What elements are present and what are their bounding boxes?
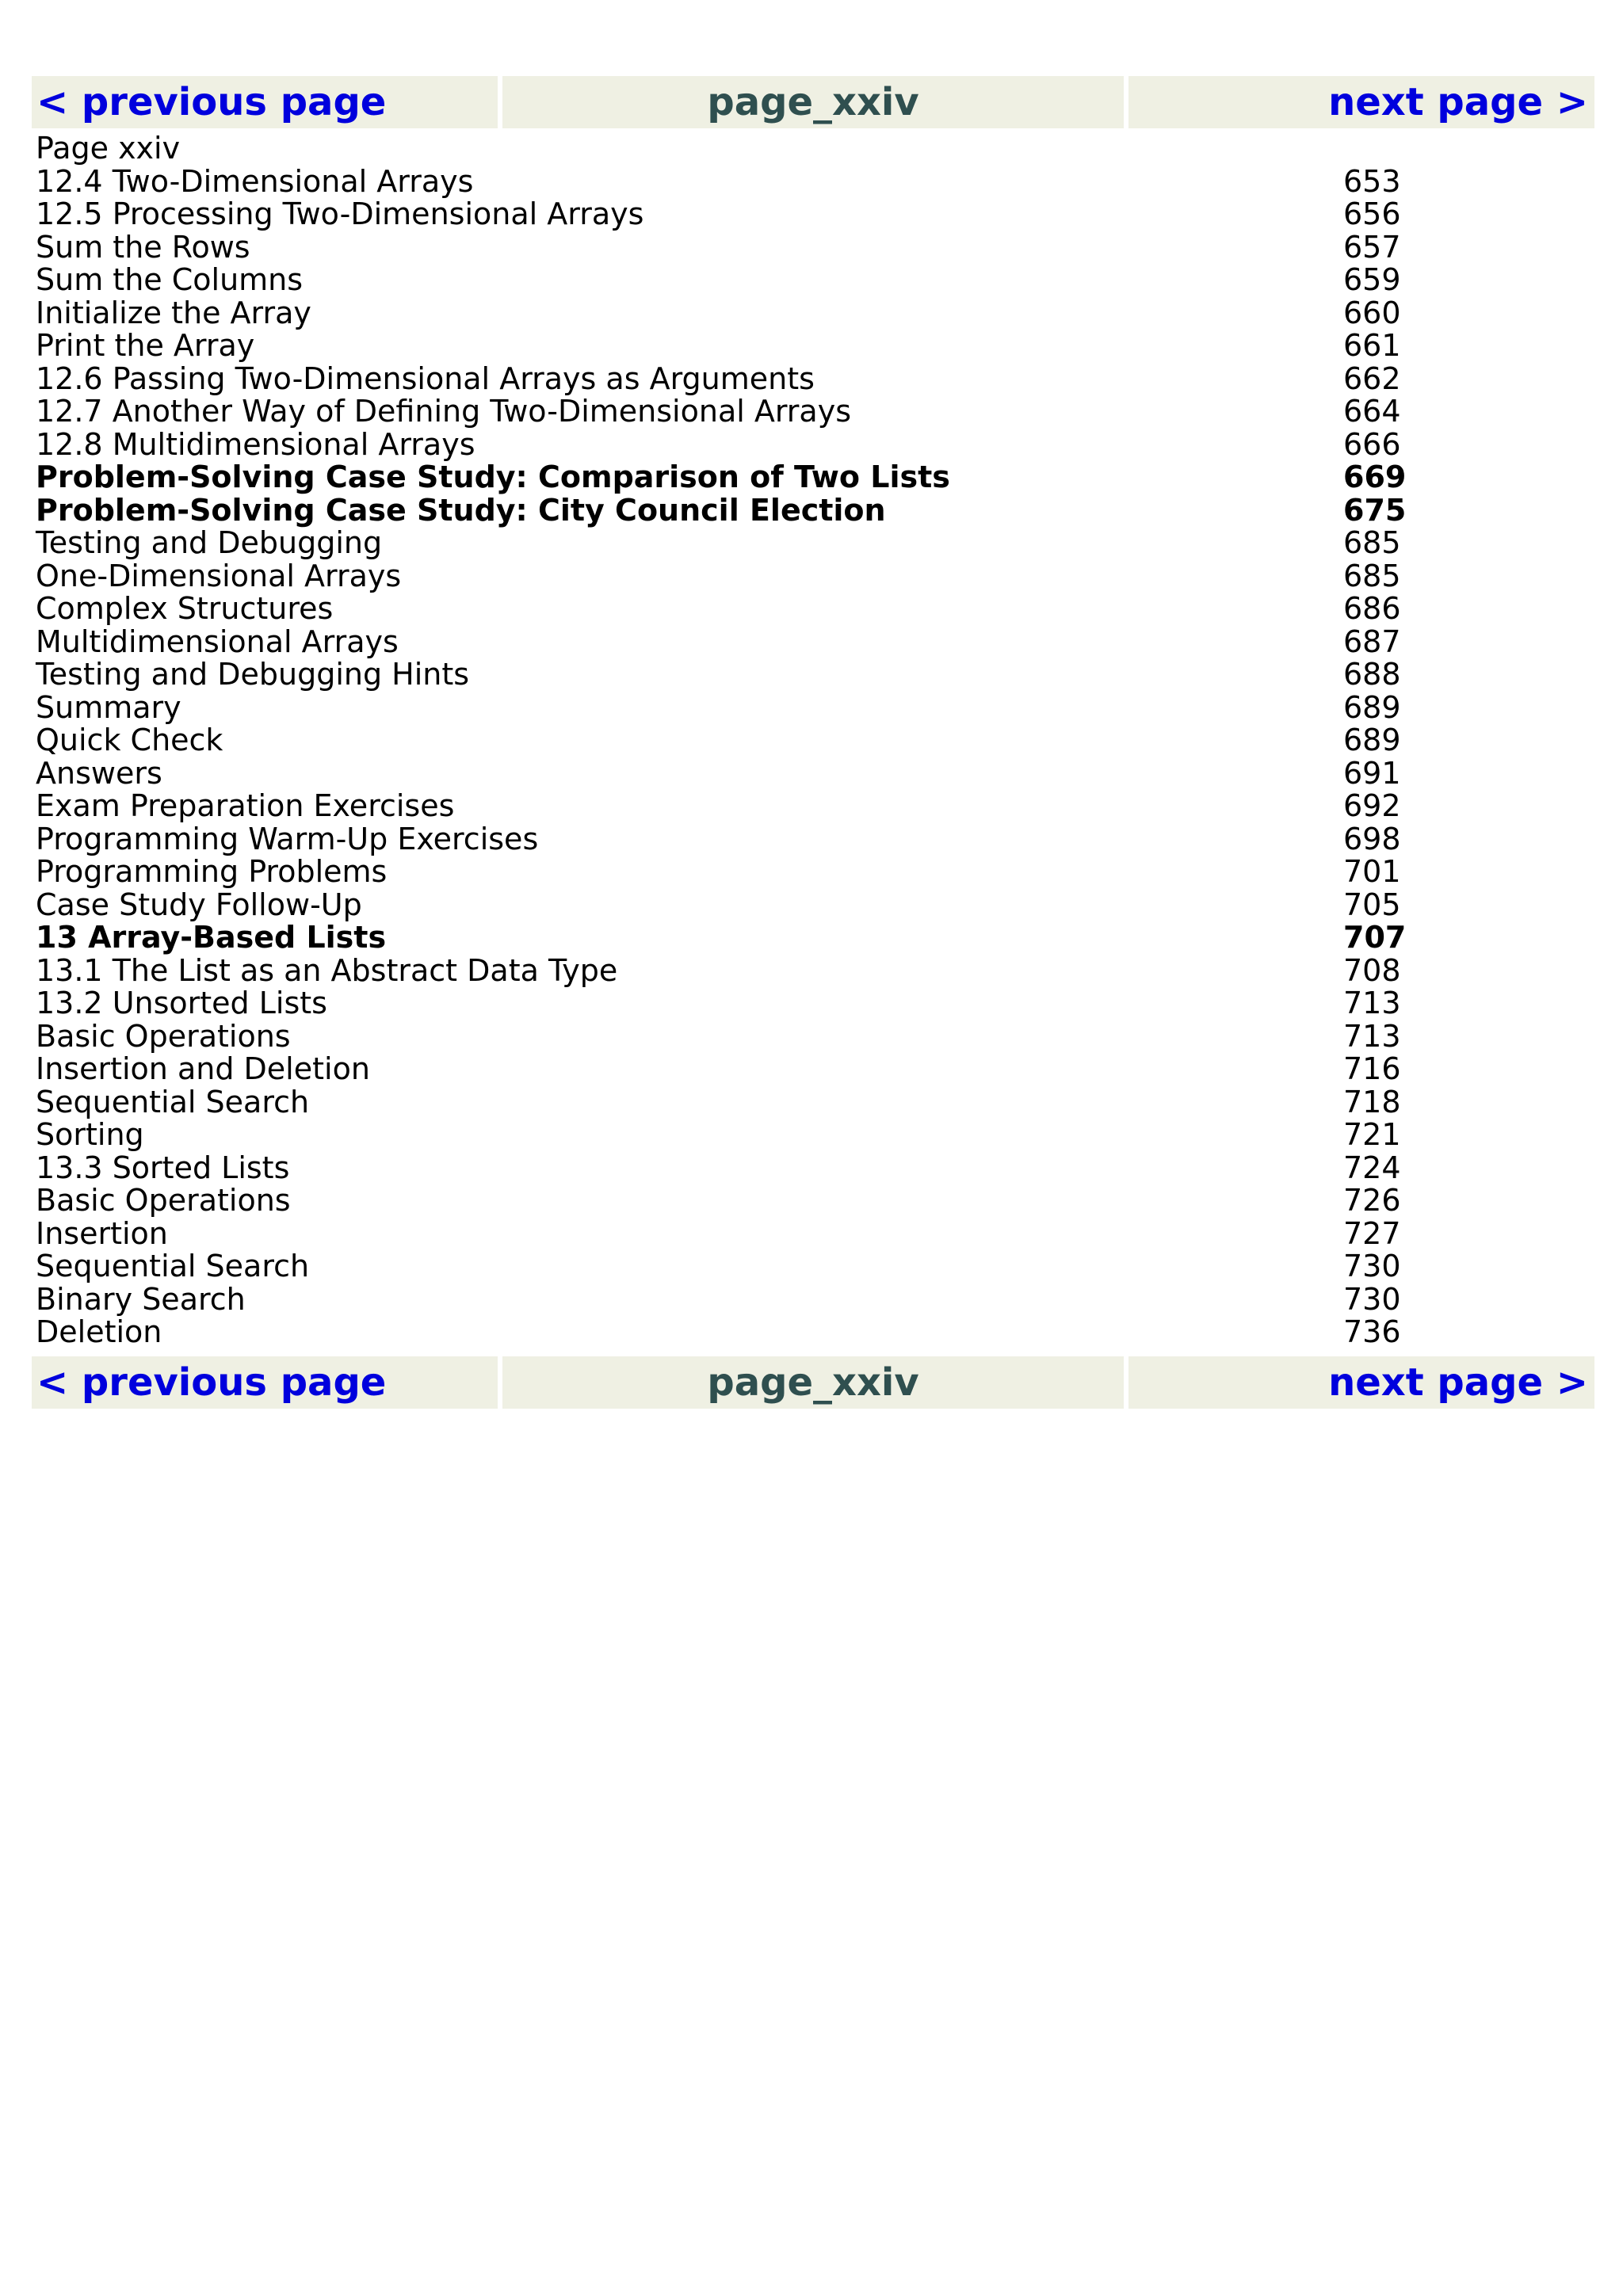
toc-entry-page-number: 716 — [1343, 1051, 1401, 1086]
toc-entry — [36, 1150, 1401, 1185]
toc-entry-page-number: 713 — [1343, 986, 1401, 1020]
toc-entry-title: 13.3 Sorted Lists — [36, 1150, 290, 1185]
toc-entry — [36, 1249, 1401, 1283]
previous-page-link[interactable]: < previous page — [32, 76, 498, 128]
toc-entry-title: 13.2 Unsorted Lists — [36, 986, 327, 1020]
toc-entry — [36, 689, 1401, 725]
toc-entry-title: 12.8 Multidimensional Arrays — [36, 426, 475, 462]
toc-entry — [36, 986, 1401, 1020]
toc-entry-page-number: 661 — [1343, 328, 1401, 363]
toc-entry-page-number: 664 — [1343, 394, 1401, 429]
next-page-link[interactable]: next page > — [1128, 76, 1594, 128]
toc-entry-title: 12.7 Another Way of Defining Two-Dimensional Arrays — [36, 394, 852, 429]
toc-entry — [36, 525, 1401, 560]
toc-entry-title: Sequential Search — [36, 1249, 310, 1283]
toc-entry-page-number: 708 — [1343, 952, 1401, 988]
toc-entry-page-number: 718 — [1343, 1084, 1401, 1119]
toc-entry — [36, 394, 1401, 429]
toc-entry-title: Sum the Columns — [36, 262, 304, 297]
toc-entry — [36, 887, 1401, 922]
toc-entry-title: Deletion — [36, 1314, 162, 1349]
toc-entry-title: Print the Array — [36, 328, 255, 363]
toc-entry — [36, 1117, 1401, 1152]
toc-entry-page-number: 685 — [1343, 525, 1401, 560]
toc-entry-page-number: 657 — [1343, 229, 1401, 265]
toc-entry-title: Case Study Follow-Up — [36, 887, 362, 922]
toc-entry-title: Answers — [36, 755, 162, 791]
toc-entry — [36, 952, 1401, 988]
page-label: page_xxiv — [502, 1356, 1124, 1409]
toc-entry-page-number: 707 — [1343, 920, 1407, 955]
toc-entry-page-number: 656 — [1343, 196, 1401, 231]
previous-page-link[interactable]: < previous page — [32, 1356, 498, 1409]
toc-entry-page-number: 691 — [1343, 755, 1401, 791]
toc-entry-title: Programming Warm-Up Exercises — [36, 821, 539, 856]
toc-entry-title: Sum the Rows — [36, 229, 250, 265]
toc-entry-title: 13.1 The List as an Abstract Data Type — [36, 952, 618, 988]
toc-entry — [36, 788, 1401, 823]
toc-entry — [36, 163, 1401, 199]
toc-entry — [36, 360, 1401, 396]
toc-entry-page-number: 705 — [1343, 887, 1401, 922]
page-label: page_xxiv — [502, 76, 1124, 128]
bottom-navigation-bar — [32, 1356, 1594, 1409]
toc-entry — [36, 262, 1401, 297]
toc-entry-page-number: 736 — [1343, 1314, 1401, 1349]
toc-entry-page-number: 713 — [1343, 1018, 1401, 1054]
toc-entry — [36, 328, 1401, 363]
toc-entry-title: Multidimensional Arrays — [36, 624, 399, 659]
toc-entry-page-number: 688 — [1343, 657, 1401, 692]
toc-entry-title: One-Dimensional Arrays — [36, 558, 402, 593]
toc-entry — [36, 920, 1407, 955]
toc-entry-title: 12.4 Two-Dimensional Arrays — [36, 163, 474, 199]
toc-entry-page-number: 726 — [1343, 1183, 1401, 1218]
toc-entry-title: Summary — [36, 689, 181, 725]
toc-entry-title: Initialize the Array — [36, 295, 311, 330]
toc-entry — [36, 1215, 1401, 1251]
toc-entry-page-number: 687 — [1343, 624, 1401, 659]
toc-entry-page-number: 686 — [1343, 591, 1401, 626]
toc-entry-title: Basic Operations — [36, 1183, 291, 1218]
toc-entry-page-number: 659 — [1343, 262, 1401, 297]
toc-entry — [36, 460, 1407, 494]
toc-entry-page-number: 724 — [1343, 1150, 1401, 1185]
toc-entry-page-number: 689 — [1343, 723, 1401, 757]
toc-entry-title: Problem-Solving Case Study: City Council Election — [36, 492, 886, 528]
toc-entry-title: Sequential Search — [36, 1084, 310, 1119]
toc-entry-title: Testing and Debugging — [36, 525, 383, 560]
toc-entry-title: Exam Preparation Exercises — [36, 788, 455, 823]
toc-entry — [36, 755, 1401, 791]
page-heading: Page xxiv — [36, 131, 181, 166]
toc-entry — [36, 492, 1407, 528]
toc-entry — [36, 854, 1401, 889]
toc-entry — [36, 196, 1401, 231]
toc-entry — [36, 1018, 1401, 1054]
toc-entry — [36, 624, 1401, 659]
toc-entry-title: 12.5 Processing Two-Dimensional Arrays — [36, 196, 644, 231]
toc-entry — [36, 1314, 1401, 1349]
toc-entry-title: Complex Structures — [36, 591, 334, 626]
top-navigation-bar — [32, 76, 1594, 128]
toc-entry-page-number: 662 — [1343, 360, 1401, 396]
toc-entry — [36, 558, 1401, 593]
toc-entry-page-number: 666 — [1343, 426, 1401, 462]
toc-entry-page-number: 685 — [1343, 558, 1401, 593]
toc-entry-title: Insertion and Deletion — [36, 1051, 370, 1086]
next-page-link[interactable]: next page > — [1128, 1356, 1594, 1409]
toc-entry-page-number: 721 — [1343, 1117, 1401, 1152]
toc-entry-title: Basic Operations — [36, 1018, 291, 1054]
toc-entry-page-number: 689 — [1343, 689, 1401, 725]
toc-entry-page-number: 701 — [1343, 854, 1401, 889]
toc-entry — [36, 657, 1401, 692]
table-of-contents — [36, 131, 1407, 1349]
toc-entry — [36, 295, 1401, 330]
toc-entry-page-number: 698 — [1343, 821, 1401, 856]
toc-entry — [36, 1183, 1401, 1218]
toc-entry-title: 12.6 Passing Two-Dimensional Arrays as Arguments — [36, 360, 815, 396]
toc-entry-page-number: 675 — [1343, 492, 1407, 528]
toc-entry — [36, 723, 1401, 757]
toc-entry-page-number: 669 — [1343, 460, 1407, 494]
toc-entry-page-number: 730 — [1343, 1281, 1401, 1317]
toc-entry — [36, 1084, 1401, 1119]
toc-entry — [36, 229, 1401, 265]
toc-entry-title: Testing and Debugging Hints — [36, 657, 470, 692]
toc-entry-title: Problem-Solving Case Study: Comparison of Two Lists — [36, 460, 950, 494]
toc-entry — [36, 426, 1401, 462]
toc-entry-title: Sorting — [36, 1117, 144, 1152]
toc-list — [36, 163, 1407, 1349]
toc-entry-page-number: 660 — [1343, 295, 1401, 330]
toc-entry-page-number: 653 — [1343, 163, 1401, 199]
toc-entry — [36, 591, 1401, 626]
toc-entry-title: Quick Check — [36, 723, 223, 757]
toc-entry-page-number: 727 — [1343, 1215, 1401, 1251]
toc-entry-title: Binary Search — [36, 1281, 246, 1317]
toc-entry-title: Insertion — [36, 1215, 168, 1251]
toc-entry — [36, 1281, 1401, 1317]
toc-entry-title: 13 Array-Based Lists — [36, 920, 387, 955]
toc-entry — [36, 821, 1401, 856]
toc-entry — [36, 1051, 1401, 1086]
toc-entry-page-number: 692 — [1343, 788, 1401, 823]
toc-entry-page-number: 730 — [1343, 1249, 1401, 1283]
toc-entry-title: Programming Problems — [36, 854, 388, 889]
